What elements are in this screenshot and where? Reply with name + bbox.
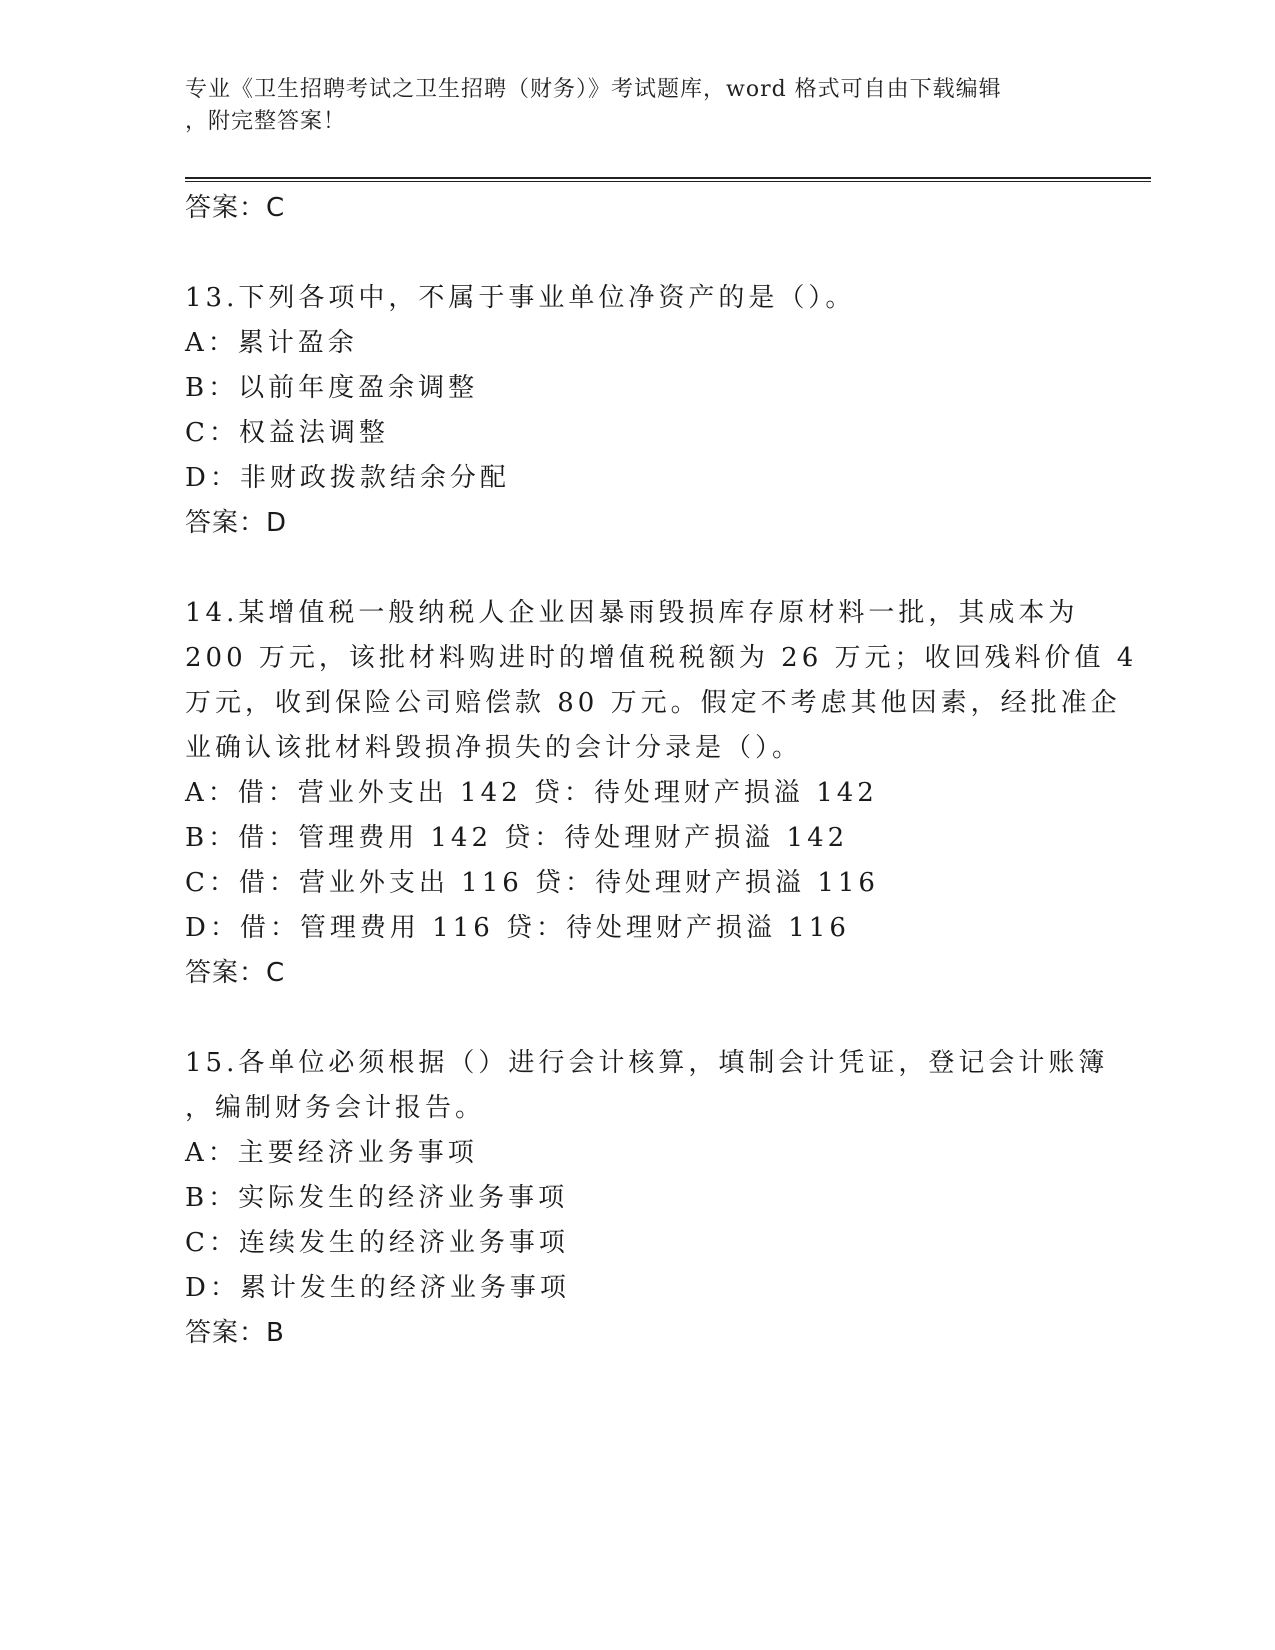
question-14-option-a: A：借：营业外支出 142 贷：待处理财产损溢 142 — [185, 778, 878, 808]
header-divider-thin — [185, 181, 1151, 182]
question-13-stem: 13.下列各项中，不属于事业单位净资产的是（）。 — [185, 283, 856, 313]
question-15-option-b: B：实际发生的经济业务事项 — [185, 1183, 569, 1213]
question-13-option-b: B：以前年度盈余调整 — [185, 373, 479, 403]
document-header — [185, 74, 1065, 138]
question-14-option-c: C：借：营业外支出 116 贷：待处理财产损溢 116 — [185, 868, 879, 898]
question-15-option-c: C：连续发生的经济业务事项 — [185, 1228, 569, 1258]
question-13-answer: 答案：D — [185, 508, 288, 538]
header-line-2: ，附完整答案！ — [185, 109, 347, 134]
question-15-answer: 答案：B — [185, 1318, 285, 1348]
question-15-stem-line-2: ，编制财务会计报告。 — [185, 1093, 486, 1123]
question-13-option-d: D：非财政拨款结余分配 — [185, 463, 510, 493]
question-14-answer: 答案：C — [185, 958, 286, 988]
question-15-stem-line-1: 15.各单位必须根据（）进行会计核算，填制会计凭证，登记会计账簿 — [185, 1048, 1109, 1078]
question-14-option-b: B：借：管理费用 142 贷：待处理财产损溢 142 — [185, 823, 849, 853]
header-divider-thick — [185, 177, 1151, 179]
question-15-option-d: D：累计发生的经济业务事项 — [185, 1273, 570, 1303]
header-line-1: 专业《卫生招聘考试之卫生招聘（财务）》考试题库，word 格式可自由下载编辑 — [185, 77, 1002, 102]
question-14-stem-line-3: 万元，收到保险公司赔偿款 80 万元。假定不考虑其他因素，经批准企 — [185, 688, 1121, 718]
question-15-option-a: A：主要经济业务事项 — [185, 1138, 478, 1168]
question-14-stem-line-2: 200 万元，该批材料购进时的增值税税额为 26 万元；收回残料价值 4 — [185, 643, 1138, 673]
question-14-option-d: D：借：管理费用 116 贷：待处理财产损溢 116 — [185, 913, 850, 943]
question-14-stem-line-1: 14.某增值税一般纳税人企业因暴雨毁损库存原材料一批，其成本为 — [185, 598, 1079, 628]
question-13-option-a: A：累计盈余 — [185, 328, 358, 358]
question-13-option-c: C：权益法调整 — [185, 418, 389, 448]
answer-previous: 答案：C — [185, 193, 286, 223]
question-14-stem-line-4: 业确认该批材料毁损净损失的会计分录是（）。 — [185, 733, 803, 763]
